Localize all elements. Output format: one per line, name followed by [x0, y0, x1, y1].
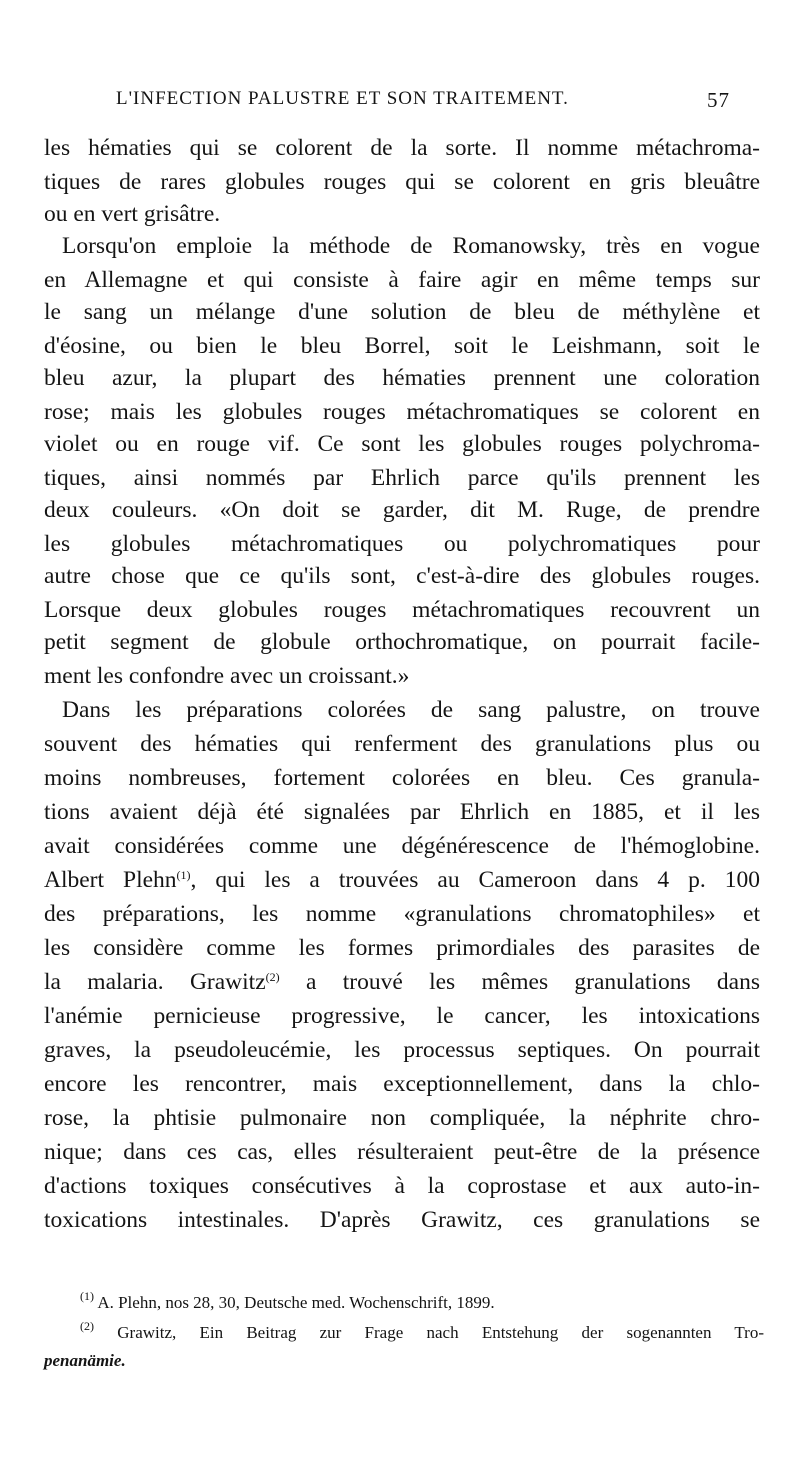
- text-line: bleu azur, la plupart des hématies prennent une coloration: [44, 365, 760, 391]
- text-line: Lorsqu'on emploie la méthode de Romanowsky, très en vogue: [62, 233, 760, 259]
- running-head: [40, 88, 760, 120]
- text-line: autre chose que ce qu'ils sont, c'est-à-dire des globules rouges.: [44, 563, 760, 589]
- text-line: Dans les préparations colorées de sang palustre, on trouve: [62, 697, 760, 723]
- text-line: rose; mais les globules rouges métachromatiques se colorent en: [44, 399, 760, 425]
- text-line: nique; dans ces cas, elles résulteraient peut-être de la présence: [44, 1139, 760, 1165]
- footnote-marker-1: (1): [80, 1289, 94, 1303]
- text-line: d'actions toxiques consécutives à la coprostase et aux auto-in-: [44, 1173, 760, 1199]
- text-line: encore les rencontrer, mais exceptionnellement, dans la chlo-: [44, 1071, 760, 1097]
- text-line: le sang un mélange d'une solution de bleu de méthylène et: [44, 299, 760, 325]
- text-line: petit segment de globule orthochromatique, on pourrait facile-: [44, 629, 760, 655]
- text-line: tiques de rares globules rouges qui se colorent en gris bleuâtre: [44, 169, 760, 195]
- text-line: moins nombreuses, fortement colorées en bleu. Ces granula-: [44, 765, 760, 791]
- footnote-1: [80, 1290, 800, 1316]
- text-line: graves, la pseudoleucémie, les processus septiques. On pourrait: [44, 1037, 760, 1063]
- text-line-with-note-2: [44, 966, 760, 998]
- text-fragment: Albert Plehn: [44, 867, 177, 893]
- footnote-text: Grawitz, Ein Beitrag zur Frage nach Entstehung der sogenannten Tro-: [117, 1323, 764, 1342]
- text-fragment: la malaria. Grawitz: [44, 969, 266, 995]
- text-line: tions avaient déjà été signalées par Ehrlich en 1885, et il les: [44, 799, 760, 825]
- footnote-ref-1[interactable]: (1): [176, 868, 191, 882]
- text-line: violet ou en rouge vif. Ce sont les globules rouges polychroma-: [44, 431, 760, 457]
- text-line-with-note-1: [44, 864, 760, 896]
- footnote-2-continuation: penanämie.: [44, 1351, 126, 1370]
- page-number: 57: [707, 88, 730, 112]
- footnote-text: A. Plehn, nos 28, 30, Deutsche med. Wochenschrift, 1899.: [97, 1293, 495, 1312]
- text-line: des préparations, les nomme «granulations chromatophiles» et: [44, 901, 760, 927]
- text-fragment: a trouvé les mêmes granulations dans: [279, 969, 760, 995]
- text-line: toxications intestinales. D'après Grawitz, ces granulations se: [44, 1207, 760, 1233]
- text-line: les hématies qui se colorent de la sorte. Il nomme métachroma-: [44, 135, 760, 161]
- text-fragment: , qui les a trouvées au Cameroon dans 4 p. 100: [190, 867, 760, 893]
- text-line: deux couleurs. «On doit se garder, dit M. Ruge, de prendre: [44, 497, 760, 523]
- text-line: Lorsque deux globules rouges métachromatiques recouvrent un: [44, 597, 760, 623]
- text-line: l'anémie pernicieuse progressive, le cancer, les intoxications: [44, 1003, 760, 1029]
- text-line: avait considérées comme une dégénérescence de l'hémoglobine.: [44, 833, 760, 859]
- text-line: les considère comme les formes primordiales des parasites de: [44, 935, 760, 961]
- text-line: ment les confondre avec un croissant.»: [44, 663, 410, 689]
- text-line: rose, la phtisie pulmonaire non compliquée, la néphrite chro-: [44, 1105, 760, 1131]
- text-line: en Allemagne et qui consiste à faire agir en même temps sur: [44, 267, 760, 293]
- text-line: souvent des hématies qui renferment des granulations plus ou: [44, 731, 760, 757]
- footnote-2: [80, 1320, 764, 1346]
- text-line: d'éosine, ou bien le bleu Borrel, soit le Leishmann, soit le: [44, 333, 760, 359]
- running-title: L'INFECTION PALUSTRE ET SON TRAITEMENT.: [116, 88, 569, 109]
- text-line: les globules métachromatiques ou polychromatiques pour: [44, 531, 760, 557]
- text-line: ou en vert grisâtre.: [44, 201, 221, 227]
- footnote-marker-2: (2): [80, 1319, 94, 1333]
- footnote-ref-2[interactable]: (2): [265, 970, 280, 984]
- text-line: tiques, ainsi nommés par Ehrlich parce qu'ils prennent les: [44, 465, 760, 491]
